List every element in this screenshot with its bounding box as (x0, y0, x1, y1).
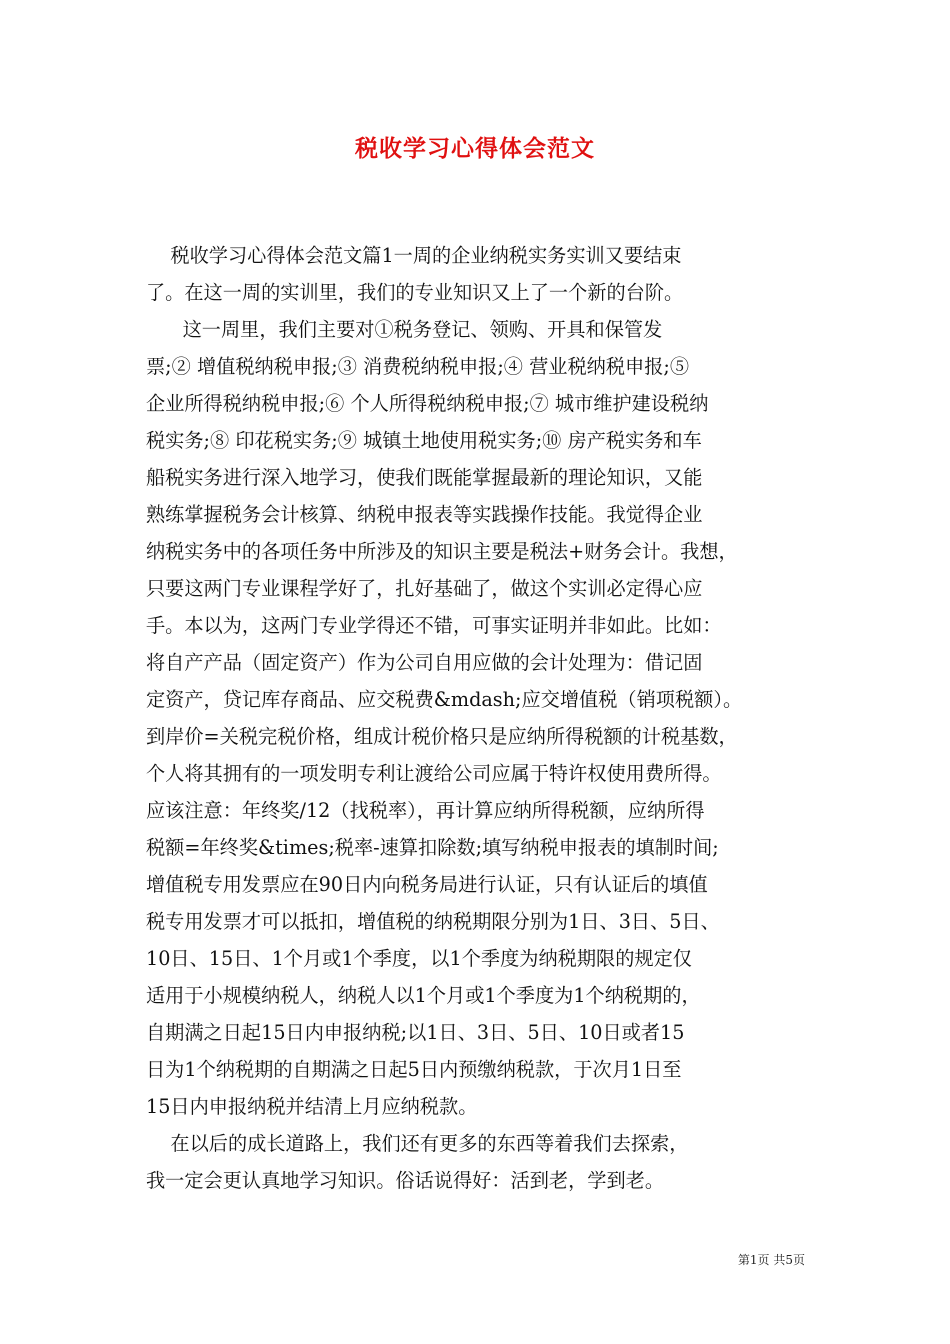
document-title: 税收学习心得体会范文 (355, 135, 595, 162)
text-line: 手。本以为，这两门专业学得还不错，可事实证明并非如此。比如： (146, 614, 722, 637)
text-line: 到岸价=关税完税价格，组成计税价格只是应纳所得税额的计税基数， (146, 725, 738, 748)
text-line: 船税实务进行深入地学习，使我们既能掌握最新的理论知识，又能 (146, 466, 703, 489)
text-line: 票;② 增值税纳税申报;③ 消费税纳税申报;④ 营业税纳税申报;⑤ (146, 355, 690, 378)
text-line: 个人将其拥有的一项发明专利让渡给公司应属于特许权使用费所得。 (146, 762, 722, 785)
text-line: 自期满之日起15日内申报纳税;以1日、3日、5日、10日或者15 (146, 1021, 685, 1044)
text-line: 定资产，贷记库存商品、应交税费&mdash;应交增值税（销项税额）。 (146, 688, 743, 711)
text-line: 企业所得税纳税申报;⑥ 个人所得税纳税申报;⑦ 城市维护建设税纳 (146, 392, 709, 415)
text-line: 税额=年终奖&times;税率-速算扣除数;填写纳税申报表的填制时间; (146, 836, 719, 859)
text-line: 在以后的成长道路上，我们还有更多的东西等着我们去探索， (146, 1132, 689, 1155)
text-line: 15日内申报纳税并结清上月应纳税款。 (146, 1095, 478, 1118)
text-line: 适用于小规模纳税人，纳税人以1个月或1个季度为1个纳税期的， (146, 984, 701, 1007)
text-line: 日为1个纳税期的自期满之日起5日内预缴纳税款，于次月1日至 (146, 1058, 682, 1081)
text-line: 增值税专用发票应在90日内向税务局进行认证，只有认证后的填值 (146, 873, 708, 896)
page-number: 第1页 共5页 (737, 1253, 805, 1267)
text-line: 税收学习心得体会范文篇1一周的企业纳税实务实训又要结束 (146, 244, 682, 267)
text-line: 将自产产品（固定资产）作为公司自用应做的会计处理为：借记固 (146, 651, 703, 674)
text-line: 应该注意：年终奖/12（找税率），再计算应纳所得税额，应纳所得 (146, 799, 705, 822)
text-line: 了。在这一周的实训里，我们的专业知识又上了一个新的台阶。 (146, 281, 684, 304)
text-line: 我一定会更认真地学习知识。俗话说得好：活到老，学到老。 (146, 1169, 665, 1192)
text-line: 这一周里，我们主要对①税务登记、领购、开具和保管发 (146, 318, 663, 341)
text-line: 熟练掌握税务会计核算、纳税申报表等实践操作技能。我觉得企业 (146, 503, 703, 526)
text-line: 纳税实务中的各项任务中所涉及的知识主要是税法+财务会计。我想， (146, 540, 738, 563)
text-line: 税专用发票才可以抵扣，增值税的纳税期限分别为1日、3日、5日、 (146, 910, 720, 933)
text-line: 只要这两门专业课程学好了，扎好基础了，做这个实训必定得心应 (146, 577, 703, 600)
text-line: 税实务;⑧ 印花税实务;⑨ 城镇土地使用税实务;⑩ 房产税实务和车 (146, 429, 702, 452)
text-line: 10日、15日、1个月或1个季度，以1个季度为纳税期限的规定仅 (146, 947, 692, 970)
